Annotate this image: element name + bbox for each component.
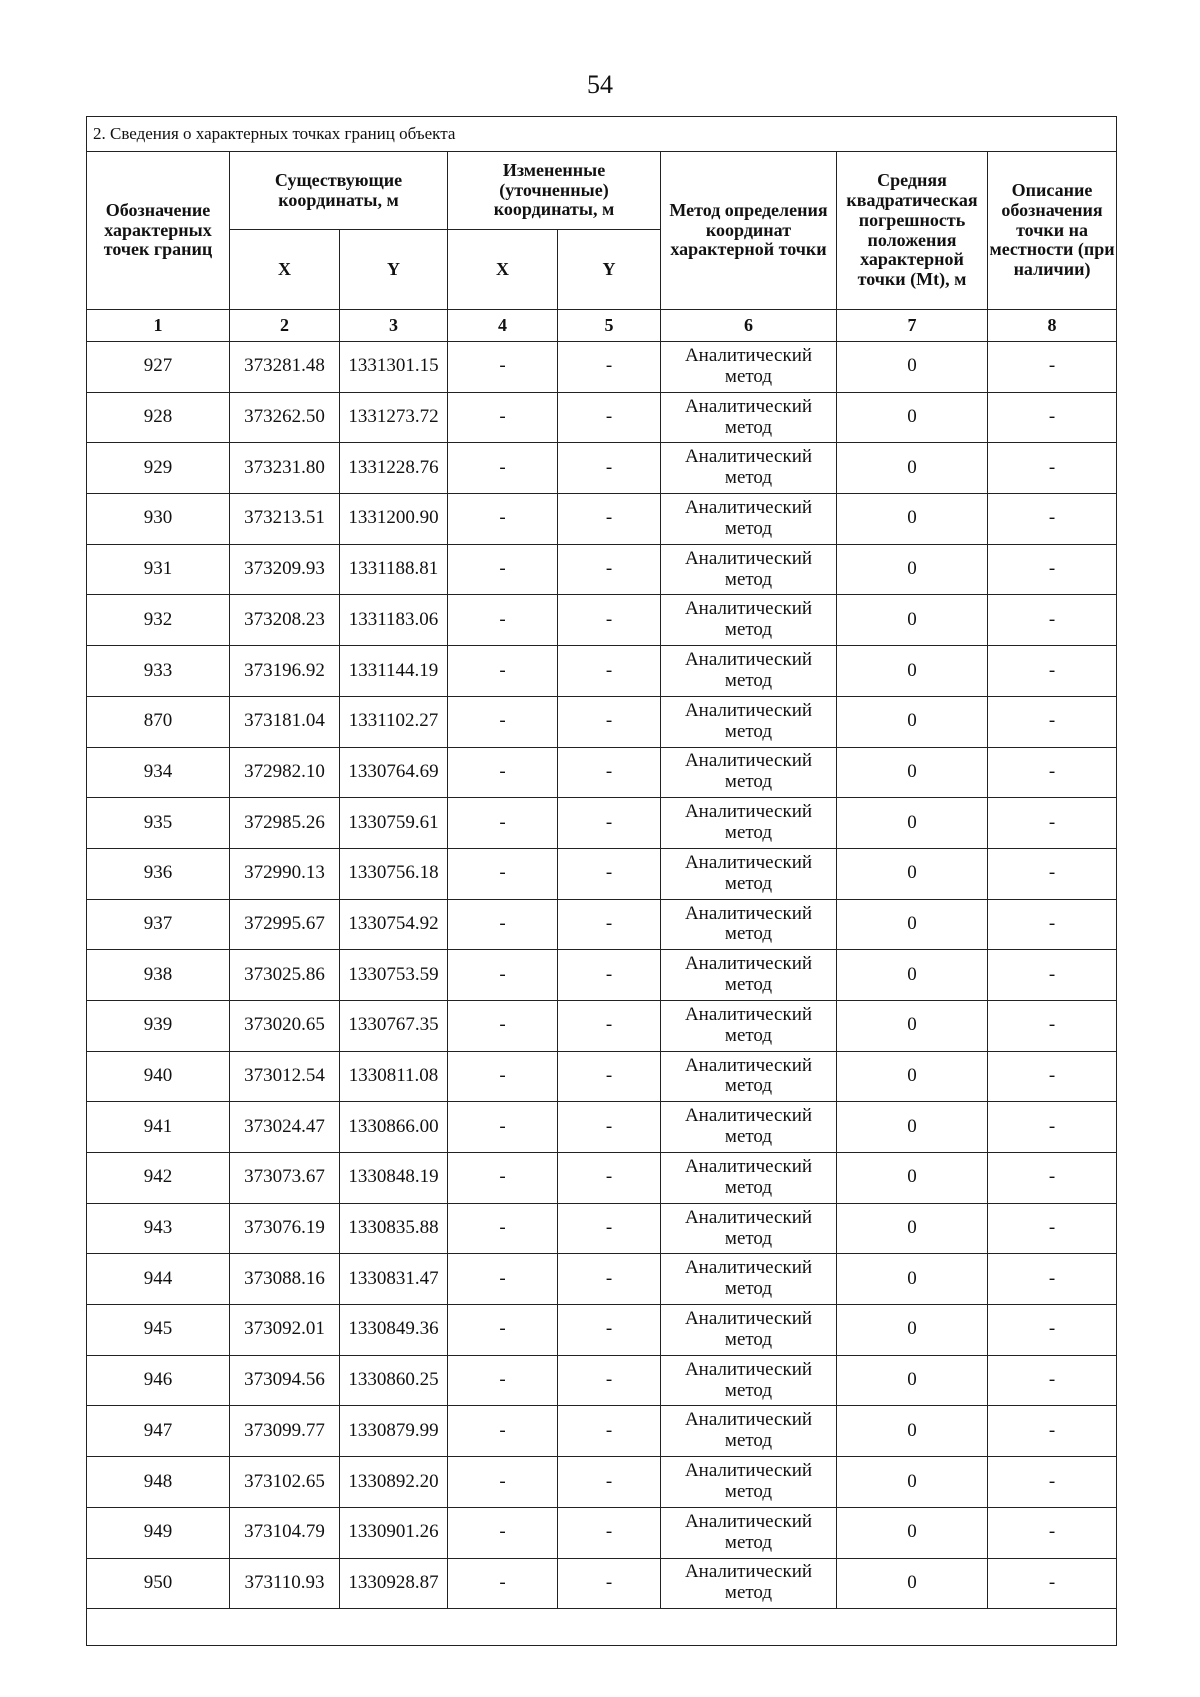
table-row (87, 342, 1117, 393)
cell-method: Аналитический метод (661, 342, 837, 393)
cell-method: Аналитический метод (661, 1153, 837, 1204)
cell-new-x: - (448, 544, 558, 595)
cell-mt: 0 (837, 696, 988, 747)
cell-point: 870 (87, 696, 230, 747)
header-x-existing: X (230, 230, 340, 310)
cell-description: - (988, 1102, 1117, 1153)
cell-point: 936 (87, 848, 230, 899)
cell-method: Аналитический метод (661, 1000, 837, 1051)
cell-new-x: - (448, 950, 558, 1001)
cell-y: 1330928.87 (340, 1558, 448, 1609)
cell-description: - (988, 1355, 1117, 1406)
cell-new-y: - (558, 1507, 661, 1558)
cell-new-x: - (448, 1406, 558, 1457)
cell-method: Аналитический метод (661, 747, 837, 798)
cell-x: 372985.26 (230, 798, 340, 849)
cell-new-y: - (558, 798, 661, 849)
cell-y: 1330811.08 (340, 1051, 448, 1102)
cell-method: Аналитический метод (661, 696, 837, 747)
cell-y: 1330849.36 (340, 1305, 448, 1356)
cell-point: 931 (87, 544, 230, 595)
column-number: 3 (340, 310, 448, 342)
cell-description: - (988, 950, 1117, 1001)
cell-new-y: - (558, 1254, 661, 1305)
header-error: Средняя квадратическая погрешность положения характерной точки (Mt), м (837, 152, 988, 310)
cell-x: 373208.23 (230, 595, 340, 646)
table-row (87, 1254, 1117, 1305)
cell-x: 373025.86 (230, 950, 340, 1001)
cell-new-x: - (448, 1254, 558, 1305)
cell-point: 949 (87, 1507, 230, 1558)
cell-description: - (988, 798, 1117, 849)
cell-new-y: - (558, 494, 661, 545)
cell-new-y: - (558, 848, 661, 899)
table-row (87, 494, 1117, 545)
table-row (87, 1102, 1117, 1153)
cell-point: 944 (87, 1254, 230, 1305)
cell-mt: 0 (837, 950, 988, 1001)
cell-y: 1330892.20 (340, 1457, 448, 1508)
table-row (87, 1355, 1117, 1406)
cell-method: Аналитический метод (661, 950, 837, 1001)
cell-new-y: - (558, 899, 661, 950)
cell-method: Аналитический метод (661, 646, 837, 697)
cell-x: 373231.80 (230, 443, 340, 494)
cell-point: 940 (87, 1051, 230, 1102)
cell-mt: 0 (837, 494, 988, 545)
table-row (87, 1203, 1117, 1254)
cell-new-x: - (448, 1507, 558, 1558)
cell-point: 930 (87, 494, 230, 545)
cell-y: 1331188.81 (340, 544, 448, 595)
cell-method: Аналитический метод (661, 1203, 837, 1254)
table-row (87, 747, 1117, 798)
cell-x: 373262.50 (230, 392, 340, 443)
cell-x: 373076.19 (230, 1203, 340, 1254)
header-method: Метод определения координат характерной точки (661, 152, 837, 310)
cell-y: 1330860.25 (340, 1355, 448, 1406)
cell-mt: 0 (837, 1457, 988, 1508)
cell-mt: 0 (837, 342, 988, 393)
cell-mt: 0 (837, 646, 988, 697)
cell-mt: 0 (837, 1558, 988, 1609)
cell-new-x: - (448, 747, 558, 798)
cell-point: 947 (87, 1406, 230, 1457)
cell-method: Аналитический метод (661, 392, 837, 443)
cell-new-y: - (558, 595, 661, 646)
empty-footer-row (87, 1609, 1117, 1646)
column-number: 1 (87, 310, 230, 342)
cell-new-x: - (448, 899, 558, 950)
table-row (87, 899, 1117, 950)
cell-description: - (988, 544, 1117, 595)
header-existing-coords: Существующие координаты, м (230, 152, 448, 230)
cell-description: - (988, 1507, 1117, 1558)
points-table (86, 116, 1117, 1646)
cell-point: 928 (87, 392, 230, 443)
cell-description: - (988, 595, 1117, 646)
cell-point: 948 (87, 1457, 230, 1508)
header-x-changed: X (448, 230, 558, 310)
cell-x: 373073.67 (230, 1153, 340, 1204)
table-row (87, 950, 1117, 1001)
table-row (87, 696, 1117, 747)
cell-y: 1330879.99 (340, 1406, 448, 1457)
cell-mt: 0 (837, 1254, 988, 1305)
cell-description: - (988, 1203, 1117, 1254)
cell-description: - (988, 392, 1117, 443)
cell-y: 1331200.90 (340, 494, 448, 545)
cell-mt: 0 (837, 392, 988, 443)
cell-y: 1330831.47 (340, 1254, 448, 1305)
cell-mt: 0 (837, 1051, 988, 1102)
cell-description: - (988, 1254, 1117, 1305)
cell-x: 373024.47 (230, 1102, 340, 1153)
cell-new-y: - (558, 1051, 661, 1102)
cell-new-x: - (448, 443, 558, 494)
column-number: 8 (988, 310, 1117, 342)
table-row (87, 595, 1117, 646)
cell-new-y: - (558, 544, 661, 595)
cell-description: - (988, 646, 1117, 697)
cell-point: 939 (87, 1000, 230, 1051)
cell-point: 933 (87, 646, 230, 697)
column-number-row (87, 310, 1117, 342)
column-number: 5 (558, 310, 661, 342)
cell-mt: 0 (837, 1102, 988, 1153)
cell-method: Аналитический метод (661, 1457, 837, 1508)
cell-new-x: - (448, 1355, 558, 1406)
cell-new-x: - (448, 392, 558, 443)
cell-point: 935 (87, 798, 230, 849)
cell-description: - (988, 443, 1117, 494)
cell-method: Аналитический метод (661, 848, 837, 899)
cell-point: 946 (87, 1355, 230, 1406)
cell-description: - (988, 747, 1117, 798)
cell-new-y: - (558, 1558, 661, 1609)
cell-mt: 0 (837, 443, 988, 494)
cell-x: 372990.13 (230, 848, 340, 899)
cell-new-y: - (558, 696, 661, 747)
table-row (87, 544, 1117, 595)
cell-method: Аналитический метод (661, 1305, 837, 1356)
cell-description: - (988, 1305, 1117, 1356)
table-row (87, 1305, 1117, 1356)
cell-mt: 0 (837, 1355, 988, 1406)
cell-x: 373110.93 (230, 1558, 340, 1609)
table-row (87, 1406, 1117, 1457)
cell-new-y: - (558, 747, 661, 798)
cell-mt: 0 (837, 848, 988, 899)
cell-new-x: - (448, 1000, 558, 1051)
cell-x: 373102.65 (230, 1457, 340, 1508)
cell-x: 373012.54 (230, 1051, 340, 1102)
cell-point: 943 (87, 1203, 230, 1254)
cell-new-y: - (558, 392, 661, 443)
cell-x: 373196.92 (230, 646, 340, 697)
table-row (87, 392, 1117, 443)
cell-x: 373281.48 (230, 342, 340, 393)
cell-description: - (988, 848, 1117, 899)
cell-new-y: - (558, 1457, 661, 1508)
cell-y: 1331301.15 (340, 342, 448, 393)
table-row (87, 1457, 1117, 1508)
cell-y: 1331183.06 (340, 595, 448, 646)
cell-new-x: - (448, 798, 558, 849)
cell-new-y: - (558, 1305, 661, 1356)
cell-description: - (988, 342, 1117, 393)
cell-y: 1331102.27 (340, 696, 448, 747)
cell-new-x: - (448, 595, 558, 646)
cell-x: 372995.67 (230, 899, 340, 950)
cell-y: 1331273.72 (340, 392, 448, 443)
cell-new-x: - (448, 342, 558, 393)
cell-method: Аналитический метод (661, 1051, 837, 1102)
cell-new-x: - (448, 646, 558, 697)
cell-mt: 0 (837, 595, 988, 646)
cell-new-x: - (448, 1203, 558, 1254)
cell-y: 1330848.19 (340, 1153, 448, 1204)
cell-x: 373099.77 (230, 1406, 340, 1457)
cell-point: 927 (87, 342, 230, 393)
table-row (87, 1558, 1117, 1609)
cell-new-x: - (448, 848, 558, 899)
cell-method: Аналитический метод (661, 1406, 837, 1457)
cell-point: 937 (87, 899, 230, 950)
cell-description: - (988, 1406, 1117, 1457)
cell-y: 1330754.92 (340, 899, 448, 950)
cell-x: 373104.79 (230, 1507, 340, 1558)
cell-description: - (988, 1051, 1117, 1102)
cell-y: 1330767.35 (340, 1000, 448, 1051)
table-row (87, 646, 1117, 697)
page-number: 54 (587, 70, 613, 99)
cell-point: 941 (87, 1102, 230, 1153)
cell-y: 1330901.26 (340, 1507, 448, 1558)
cell-new-y: - (558, 1000, 661, 1051)
cell-method: Аналитический метод (661, 494, 837, 545)
column-number: 2 (230, 310, 340, 342)
cell-method: Аналитический метод (661, 1102, 837, 1153)
cell-y: 1331144.19 (340, 646, 448, 697)
cell-point: 950 (87, 1558, 230, 1609)
cell-x: 373209.93 (230, 544, 340, 595)
cell-new-x: - (448, 1051, 558, 1102)
header-changed-coords: Измененные (уточненные) координаты, м (448, 152, 661, 230)
cell-new-y: - (558, 950, 661, 1001)
cell-new-x: - (448, 1457, 558, 1508)
table-row (87, 1507, 1117, 1558)
cell-x: 373181.04 (230, 696, 340, 747)
cell-new-y: - (558, 1203, 661, 1254)
cell-point: 934 (87, 747, 230, 798)
header-description: Описание обозначения точки на местности (при наличии) (988, 152, 1117, 310)
cell-method: Аналитический метод (661, 544, 837, 595)
column-number: 6 (661, 310, 837, 342)
cell-new-x: - (448, 696, 558, 747)
cell-mt: 0 (837, 544, 988, 595)
cell-method: Аналитический метод (661, 443, 837, 494)
cell-mt: 0 (837, 747, 988, 798)
empty-cell (87, 1609, 1117, 1646)
cell-y: 1330759.61 (340, 798, 448, 849)
column-number: 7 (837, 310, 988, 342)
cell-method: Аналитический метод (661, 899, 837, 950)
cell-y: 1330835.88 (340, 1203, 448, 1254)
cell-description: - (988, 899, 1117, 950)
cell-method: Аналитический метод (661, 1507, 837, 1558)
table-row (87, 1051, 1117, 1102)
cell-point: 929 (87, 443, 230, 494)
cell-new-y: - (558, 443, 661, 494)
cell-y: 1330764.69 (340, 747, 448, 798)
cell-mt: 0 (837, 1305, 988, 1356)
cell-new-x: - (448, 494, 558, 545)
cell-mt: 0 (837, 1203, 988, 1254)
cell-y: 1331228.76 (340, 443, 448, 494)
cell-new-y: - (558, 1406, 661, 1457)
cell-point: 945 (87, 1305, 230, 1356)
cell-method: Аналитический метод (661, 798, 837, 849)
cell-new-y: - (558, 1102, 661, 1153)
cell-new-x: - (448, 1102, 558, 1153)
cell-point: 932 (87, 595, 230, 646)
cell-x: 373094.56 (230, 1355, 340, 1406)
header-designation: Обозначение характерных точек границ (87, 152, 230, 310)
cell-y: 1330753.59 (340, 950, 448, 1001)
table-row (87, 1000, 1117, 1051)
cell-description: - (988, 1457, 1117, 1508)
cell-x: 372982.10 (230, 747, 340, 798)
cell-y: 1330866.00 (340, 1102, 448, 1153)
cell-method: Аналитический метод (661, 1558, 837, 1609)
cell-mt: 0 (837, 1153, 988, 1204)
cell-new-y: - (558, 1153, 661, 1204)
cell-mt: 0 (837, 1000, 988, 1051)
cell-x: 373020.65 (230, 1000, 340, 1051)
cell-x: 373092.01 (230, 1305, 340, 1356)
cell-method: Аналитический метод (661, 1254, 837, 1305)
table-row (87, 1153, 1117, 1204)
cell-description: - (988, 1153, 1117, 1204)
cell-new-y: - (558, 646, 661, 697)
cell-mt: 0 (837, 899, 988, 950)
header-y-changed: Y (558, 230, 661, 310)
table-row (87, 848, 1117, 899)
cell-new-x: - (448, 1305, 558, 1356)
cell-method: Аналитический метод (661, 595, 837, 646)
cell-x: 373088.16 (230, 1254, 340, 1305)
cell-mt: 0 (837, 1406, 988, 1457)
cell-description: - (988, 696, 1117, 747)
cell-point: 938 (87, 950, 230, 1001)
cell-new-y: - (558, 1355, 661, 1406)
table-row (87, 443, 1117, 494)
cell-new-x: - (448, 1153, 558, 1204)
cell-y: 1330756.18 (340, 848, 448, 899)
cell-new-x: - (448, 1558, 558, 1609)
cell-method: Аналитический метод (661, 1355, 837, 1406)
section-title: 2. Сведения о характерных точках границ объекта (87, 117, 1117, 152)
cell-mt: 0 (837, 1507, 988, 1558)
cell-point: 942 (87, 1153, 230, 1204)
cell-description: - (988, 1000, 1117, 1051)
cell-description: - (988, 1558, 1117, 1609)
cell-new-y: - (558, 342, 661, 393)
cell-mt: 0 (837, 798, 988, 849)
table-row (87, 798, 1117, 849)
cell-description: - (988, 494, 1117, 545)
cell-x: 373213.51 (230, 494, 340, 545)
header-y-existing: Y (340, 230, 448, 310)
column-number: 4 (448, 310, 558, 342)
